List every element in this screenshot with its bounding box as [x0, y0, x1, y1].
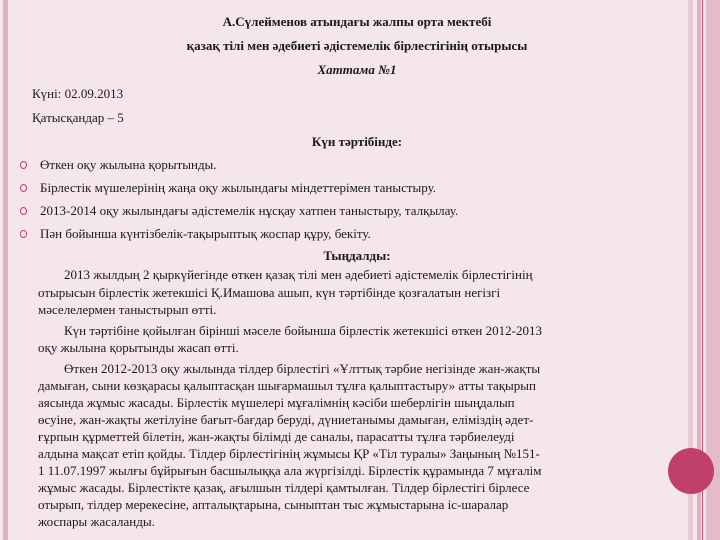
text-line: аясында жұмыс жасады. Бірлестік мүшелері мұғалімнің кәсіби шеберлігін шыңдалып [38, 394, 515, 410]
meeting-date: Күні: 02.09.2013 [32, 86, 124, 101]
bullet-icon [20, 230, 27, 238]
bullet-icon [20, 207, 27, 215]
agenda-item: Пән бойынша күнтізбелік-тақырыптық жоспар құру, бекіту. [32, 226, 371, 242]
text-line: жұмыс жасады. Бірлестікте қазақ, ағылшын тілдері қамтылған. Тілдер бірлестігі бірлесе [38, 479, 530, 495]
text-line: алдына мақсат етіп қойды. Тілдер бірлестігінің жұмысы ҚР «Тіл туралы» Заңының №151- [38, 445, 540, 461]
paragraph-summary [38, 322, 678, 357]
text-line: Күн тәртібіне қойылған бірінші мәселе бойынша бірлестік жетекшісі өткен 2012-2013 [38, 322, 542, 338]
heard-body [38, 266, 678, 530]
agenda-item: 2013-2014 оқу жылындағы әдістемелік нұсқау хатпен таныстыру, талқылау. [32, 203, 458, 219]
agenda-item: Өткен оқу жылына қорытынды. [32, 157, 217, 173]
text-line: 2013 жылдың 2 қыркүйегінде өткен қазақ тілі мен әдебиеті әдістемелік бірлестігінің [38, 267, 533, 282]
text-line: Өткен 2012-2013 оқу жылында тілдер бірлестігі «Ұлттық тәрбие негізінде жан-жақты [38, 360, 541, 376]
protocol-number: Хаттама №1 [317, 62, 397, 77]
left-border-strip [3, 0, 8, 540]
attendees-count: Қатысқандар – 5 [32, 110, 124, 125]
text-line: отырып, тілдер мерекесіне, апталықтарына, сыныптан тыс жұмыстарына іс-шаралар [38, 496, 509, 512]
paragraph-opening [38, 266, 678, 319]
meeting-title: қазақ тілі мен әдебиеті әдістемелік бірлестігінің отырысы [186, 38, 528, 53]
text-line: өсуіне, жан-жақты жетілуіне бағыт-бағдар беруді, дүниетанымы дамыған, еліміздің әдет- [38, 411, 534, 427]
agenda-item: Бірлестік мүшелерінің жаңа оқу жылындағы міндеттерімен таныстыру. [32, 180, 436, 196]
text-line: мәселелермен таныстырып өтті. [38, 302, 217, 317]
agenda-heading: Күн тәртібінде: [311, 134, 403, 149]
bullet-icon [20, 184, 27, 192]
heard-heading: Тыңдалды: [323, 248, 391, 263]
text-line: 1 11.07.1997 жылғы бұйрығын басшылыққа ала жүргізілді. Бірлестік құрамында 7 мұғалім [38, 462, 542, 478]
paragraph-report [38, 360, 678, 530]
text-line: дамыған, сыни көзқарасы қалыптасқан шығармашыл тұлға қалыптастыру» атты тақырып [38, 377, 536, 393]
text-line: отырысын бірлестік жетекшісі Қ.Имашова ашып, күн тәртібінде қозғалатын негізгі [38, 284, 501, 300]
text-line: жоспары жасаланды. [38, 513, 155, 529]
text-line: ғұрпын құрметтей білетін, жан-жақты білімді де саналы, парасатты тұлға тәрбиелеуді [38, 428, 515, 444]
school-name: А.Сүлейменов атындағы жалпы орта мектебі [222, 14, 492, 29]
bullet-icon [20, 161, 27, 169]
text-line: оқу жылына қорытынды жасап өтті. [38, 340, 239, 355]
